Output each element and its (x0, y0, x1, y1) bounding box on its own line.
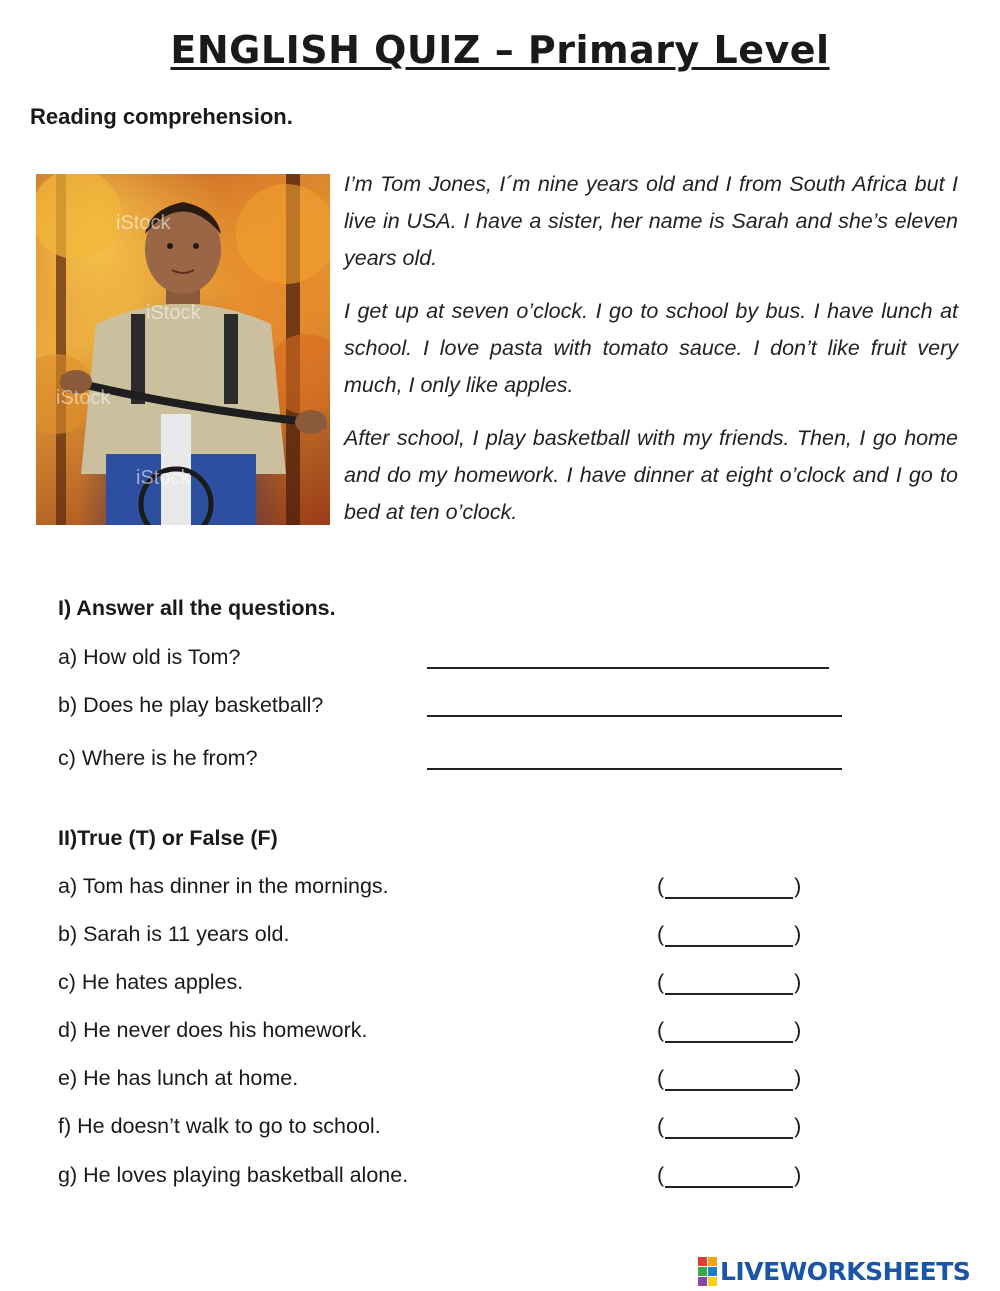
statement-f: f) He doesn’t walk to go to school. (58, 1114, 381, 1138)
close-paren: ) (794, 970, 802, 994)
close-paren: ) (794, 1163, 802, 1187)
tf-answer-box[interactable] (657, 970, 801, 995)
answer-line-b[interactable] (427, 715, 842, 717)
reading-passage (344, 166, 958, 547)
open-paren: ( (657, 1066, 665, 1090)
statement-b: b) Sarah is 11 years old. (58, 922, 290, 946)
passage-paragraph: I get up at seven o’clock. I go to school by bus. I have lunch at school. I love pasta with tomato sauce. I don’t like fruit very much, I only like apples. (344, 299, 958, 397)
statement-d: d) He never does his homework. (58, 1018, 368, 1042)
tf-blank[interactable] (665, 879, 793, 899)
tf-blank[interactable] (665, 975, 793, 995)
tf-answer-box[interactable] (657, 1018, 801, 1043)
tf-answer-box[interactable] (657, 922, 801, 947)
tf-answer-box[interactable] (657, 1066, 801, 1091)
answer-line-a[interactable] (427, 667, 829, 669)
close-paren: ) (794, 1114, 802, 1138)
passage-paragraph: I’m Tom Jones, I´m nine years old and I from South Africa but I live in USA. I have a sister, her name is Sarah and she’s eleven years old. (344, 172, 958, 270)
open-paren: ( (657, 922, 665, 946)
statement-c: c) He hates apples. (58, 970, 244, 994)
statement-a: a) Tom has dinner in the mornings. (58, 874, 389, 898)
tf-blank[interactable] (665, 1023, 793, 1043)
tf-blank[interactable] (665, 1168, 793, 1188)
tf-answer-box[interactable] (657, 874, 801, 899)
logo-mark-icon (698, 1257, 717, 1286)
question-a: a) How old is Tom? (58, 645, 241, 669)
watermark-text: iStock (136, 467, 191, 489)
section-subtitle: Reading comprehension. (30, 104, 293, 129)
close-paren: ) (794, 922, 802, 946)
question-b: b) Does he play basketball? (58, 693, 324, 717)
section-2-heading: II)True (T) or False (F) (58, 826, 278, 850)
question-c: c) Where is he from? (58, 746, 258, 770)
watermark-text: iStock (116, 212, 171, 234)
open-paren: ( (657, 970, 665, 994)
section-1-heading: I) Answer all the questions. (58, 596, 336, 620)
close-paren: ) (794, 874, 802, 898)
statement-e: e) He has lunch at home. (58, 1066, 299, 1090)
watermark-text: iStock (56, 387, 111, 409)
logo-text: LIVEWORKSHEETS (720, 1256, 971, 1286)
open-paren: ( (657, 1163, 665, 1187)
close-paren: ) (794, 1066, 802, 1090)
tf-blank[interactable] (665, 927, 793, 947)
page-title: ENGLISH QUIZ – Primary Level (170, 28, 830, 72)
open-paren: ( (657, 1114, 665, 1138)
statement-g: g) He loves playing basketball alone. (58, 1163, 409, 1187)
answer-line-c[interactable] (427, 768, 842, 770)
tf-answer-box[interactable] (657, 1163, 801, 1188)
tf-blank[interactable] (665, 1119, 793, 1139)
watermark-text: iStock (146, 302, 201, 324)
boy-on-bike-photo (36, 174, 330, 525)
tf-blank[interactable] (665, 1071, 793, 1091)
close-paren: ) (794, 1018, 802, 1042)
open-paren: ( (657, 874, 665, 898)
open-paren: ( (657, 1018, 665, 1042)
tf-answer-box[interactable] (657, 1114, 801, 1139)
passage-paragraph: After school, I play basketball with my friends. Then, I go home and do my homework. I have dinner at eight o’clock and I go to bed at ten o’clock. (344, 426, 958, 524)
liveworksheets-logo[interactable] (698, 1256, 970, 1286)
